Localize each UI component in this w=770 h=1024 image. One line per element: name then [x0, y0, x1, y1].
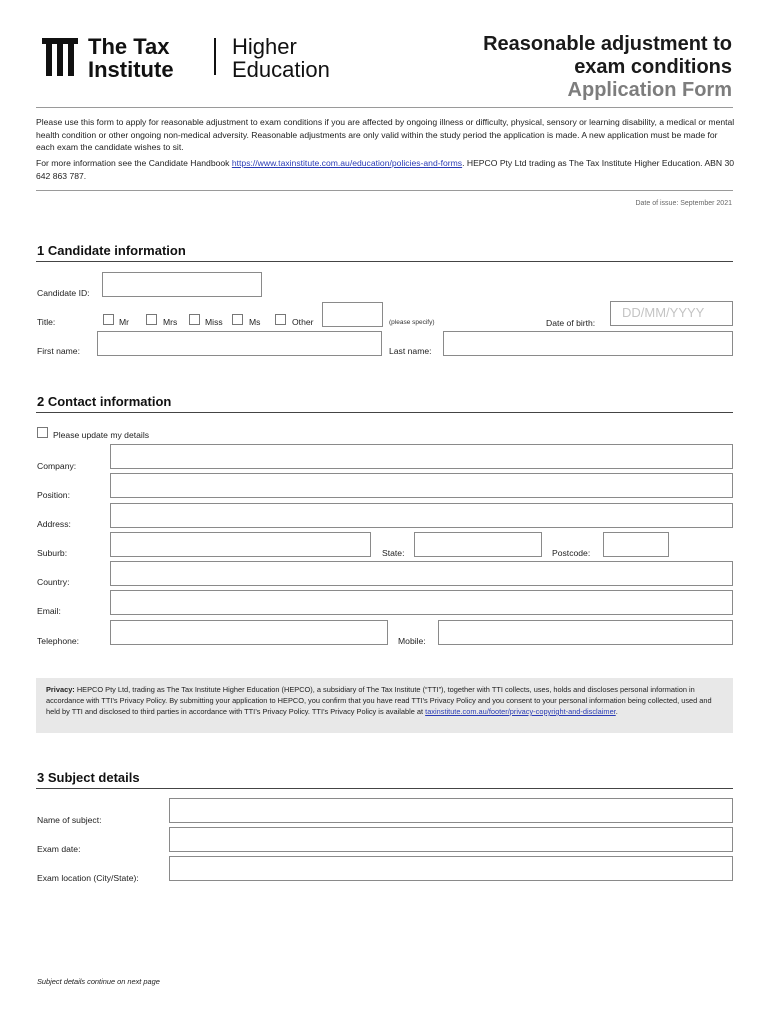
email-field[interactable] — [110, 590, 733, 615]
logo-line-higher: Higher — [232, 34, 297, 59]
candidate-id-field[interactable] — [102, 272, 262, 297]
intro-paragraph: Please use this form to apply for reasonable adjustment to exam conditions if you are affected by ongoing illness or difficulty, physical, sensory or learning disability, a medical or mental health condition or other ongoing non-medical adversity. Reasonable adjustments are only valid within the study period the application is made. A new application must be made for each exam the candidate wishes to sit. — [36, 117, 735, 152]
last-name-field[interactable] — [443, 331, 733, 356]
candidate-id-label: Candidate ID: — [37, 288, 90, 298]
logo-wordmark-higher-education — [232, 35, 330, 81]
country-label: Country: — [37, 577, 70, 587]
address-field[interactable] — [110, 503, 733, 528]
title-mr-checkbox[interactable] — [103, 314, 114, 325]
logo-wordmark-tax-institute — [88, 35, 174, 81]
exam-location-label: Exam location (City/State): — [37, 873, 139, 883]
telephone-field[interactable] — [110, 620, 388, 645]
dob-field[interactable]: DD/MM/YYYY — [610, 301, 733, 326]
position-field[interactable] — [110, 473, 733, 498]
first-name-field[interactable] — [97, 331, 382, 356]
continue-note: Subject details continue on next page — [37, 977, 160, 986]
postcode-field[interactable] — [603, 532, 669, 557]
section-2-rule — [36, 412, 733, 413]
mobile-label: Mobile: — [398, 636, 426, 646]
tax-institute-logo-icon — [42, 38, 78, 76]
section-3-rule — [36, 788, 733, 789]
intro-more-info-prefix: For more information see the Candidate Handbook — [36, 158, 232, 168]
privacy-text-end: . — [615, 707, 618, 716]
suburb-label: Suburb: — [37, 548, 68, 558]
exam-location-field[interactable] — [169, 856, 733, 881]
position-label: Position: — [37, 490, 70, 500]
title-mrs-checkbox[interactable] — [146, 314, 157, 325]
intro-more-info — [36, 157, 736, 182]
title-other-label: Other — [292, 317, 314, 327]
postcode-label: Postcode: — [552, 548, 591, 558]
last-name-label: Last name: — [389, 346, 432, 356]
title-label: Title: — [37, 317, 56, 327]
dob-label: Date of birth: — [546, 318, 596, 328]
mobile-field[interactable] — [438, 620, 733, 645]
logo-line-institute: Institute — [88, 57, 174, 82]
form-title-line1: Reasonable adjustment to — [483, 33, 732, 55]
email-label: Email: — [37, 606, 61, 616]
form-title-line2: exam conditions — [574, 56, 732, 78]
intro-more-info-suffix: . HEPCO Pty Ltd trading as The Tax Institute Higher Education. ABN 30 642 863 787. — [36, 158, 735, 181]
suburb-field[interactable] — [110, 532, 371, 557]
state-field[interactable] — [414, 532, 542, 557]
logo-divider — [214, 38, 216, 75]
exam-date-label: Exam date: — [37, 844, 81, 854]
privacy-text: HEPCO Pty Ltd, trading as The Tax Institute Higher Education (HEPCO), a subsidiary of The Tax Institute (“TTI”), together with TTI collects, uses, holds and discloses personal information in accordance with TTI’s Privacy Policy. By submitting your application to HEPCO, you confirm that you have read TTI’s Privacy Policy and you consent to your personal information being collected, used and held by TTI and disclosed to third parties in accordance with TTI’s Privacy Policy. TTI’s Privacy Policy is available at — [46, 685, 712, 716]
telephone-label: Telephone: — [37, 636, 80, 646]
company-label: Company: — [37, 461, 77, 471]
update-details-checkbox[interactable] — [37, 427, 48, 438]
subject-name-label: Name of subject: — [37, 815, 102, 825]
title-ms-label: Ms — [249, 317, 261, 327]
privacy-notice — [36, 678, 733, 733]
exam-date-field[interactable] — [169, 827, 733, 852]
subject-name-field[interactable] — [169, 798, 733, 823]
company-field[interactable] — [110, 444, 733, 469]
section-2-heading: 2 Contact information — [37, 394, 172, 409]
address-label: Address: — [37, 519, 71, 529]
intro-rule — [36, 190, 733, 191]
title-mr-label: Mr — [119, 317, 130, 327]
privacy-policy-link[interactable]: taxinstitute.com.au/footer/privacy-copyright-and-disclaimer — [425, 707, 616, 716]
logo-line-the-tax: The Tax — [88, 34, 170, 59]
issue-date: Date of issue: September 2021 — [635, 200, 732, 207]
title-other-checkbox[interactable] — [275, 314, 286, 325]
state-label: State: — [382, 548, 405, 558]
privacy-heading: Privacy: — [46, 685, 75, 694]
title-mrs-label: Mrs — [163, 317, 178, 327]
section-1-heading: 1 Candidate information — [37, 243, 186, 258]
form-subtitle: Application Form — [567, 79, 732, 101]
title-ms-checkbox[interactable] — [232, 314, 243, 325]
first-name-label: First name: — [37, 346, 80, 356]
section-1-rule — [36, 261, 733, 262]
title-miss-label: Miss — [205, 317, 223, 327]
country-field[interactable] — [110, 561, 733, 586]
update-details-label: Please update my details — [53, 430, 150, 440]
title-other-field[interactable] — [322, 302, 383, 327]
logo-line-education: Education — [232, 57, 330, 82]
title-miss-checkbox[interactable] — [189, 314, 200, 325]
section-3-heading: 3 Subject details — [37, 770, 140, 785]
handbook-link[interactable]: https://www.taxinstitute.com.au/education/policies-and-forms — [231, 158, 463, 168]
header-rule — [36, 107, 733, 108]
please-specify-note: (please specify) — [389, 319, 435, 326]
